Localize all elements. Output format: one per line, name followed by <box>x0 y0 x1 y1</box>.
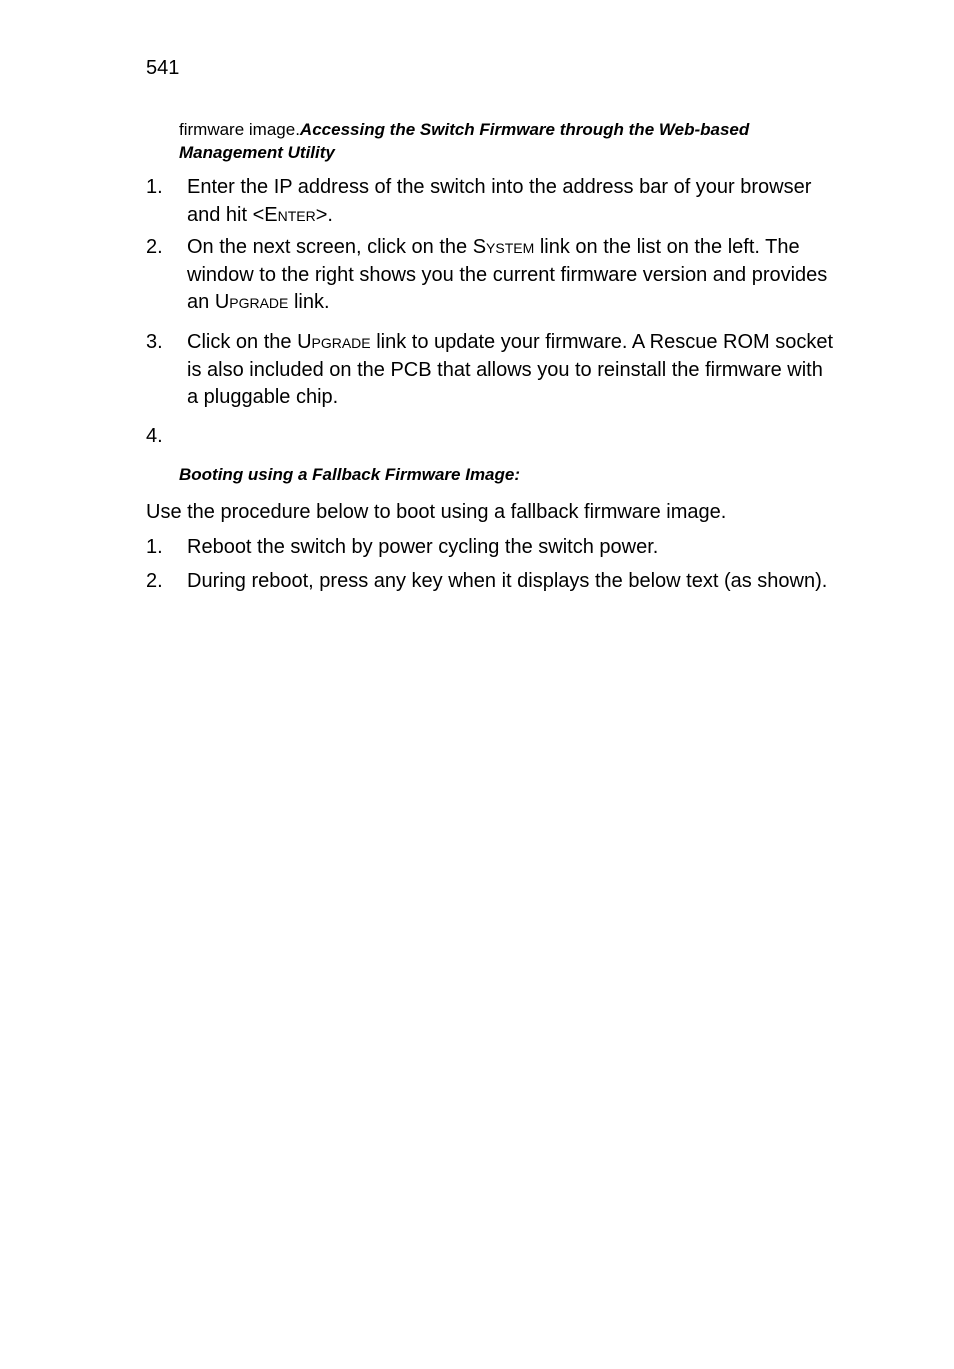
step-number: 2. <box>146 236 163 258</box>
key-enter: Enter <box>264 203 316 226</box>
page-number: 541 <box>146 57 180 79</box>
link-name-upgrade: Upgrade <box>297 331 371 353</box>
step-number: 1. <box>146 536 163 558</box>
section-heading-fallback: Booting using a Fallback Firmware Image: <box>179 465 521 484</box>
step-text: During reboot, press any key when it displays the below text (as shown). <box>187 570 828 592</box>
step-text: Enter the IP address of the switch into the address bar of your browser and hit <Enter>. <box>187 176 812 226</box>
link-name-upgrade: Upgrade <box>214 291 289 313</box>
step-number: 1. <box>146 176 163 198</box>
step-text: On the next screen, click on the System link on the list on the left. The window to the right shows you the current firmware version and provides an Upgrade link. <box>187 236 828 313</box>
fallback-intro: Use the procedure below to boot using a fallback firmware image. <box>146 501 727 523</box>
intro-lead-text: firmware image. <box>179 120 300 139</box>
step-text: Click on the Upgrade link to update your firmware. A Rescue ROM socket is also included on the PCB that allows you to reinstall the firmware with a pluggable chip. <box>187 331 834 408</box>
intro-line <box>179 118 819 164</box>
step-text: Reboot the switch by power cycling the switch power. <box>187 536 659 558</box>
step-number: 2. <box>146 570 163 592</box>
section-heading-web-utility: Accessing the Switch Firmware through the Web-based Management Utility <box>179 120 750 162</box>
link-name-system: System <box>472 236 535 258</box>
step-number: 3. <box>146 331 163 353</box>
step-number: 4. <box>146 425 163 447</box>
